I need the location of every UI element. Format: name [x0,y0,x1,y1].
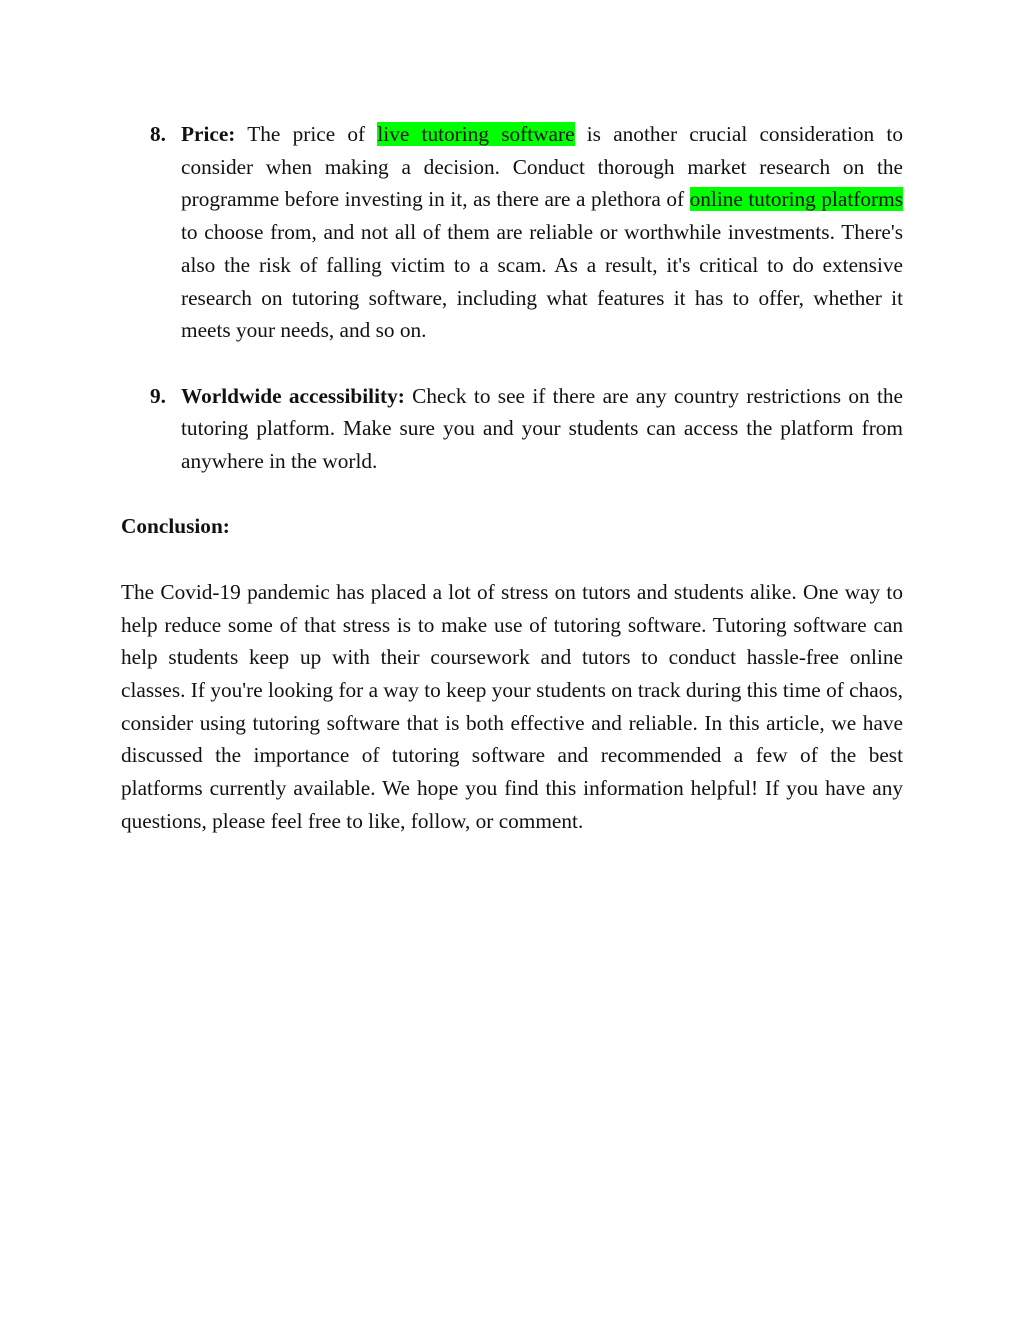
list-number: 9. [150,383,166,408]
conclusion-paragraph: The Covid-19 pandemic has placed a lot of stress on tutors and students alike. One way to help reduce some of that stress is to make use of tutoring software. Tutoring software can help students keep up with their coursework and tutors to conduct hassle-free online classes. If you're looking for a way to keep your students on track during this time of chaos, consider using tutoring software that is both effective and reliable. In this article, we have discussed the importance of tutoring software and recommended a few of the best platforms currently available. We hope you find this information helpful! If you have any questions, please feel free to like, follow, or comment. [121,579,903,833]
list-number: 8. [150,122,166,146]
list-item-worldwide-accessibility [121,380,903,478]
item-text: Check to see if there are any country restrictions on the tutoring platform. Make sure you and your students can access the platform from anywhere in the world. [181,383,903,474]
item-title: Price: [181,122,236,146]
highlighted-link-text[interactable]: live tutoring software [377,122,575,146]
item-text: is another crucial consideration to consider when making a decision. Conduct thorough market research on the programme before investing in it, as there are a plethora of [181,122,903,212]
list-item-body [181,118,903,347]
conclusion-heading: Conclusion: [121,514,230,539]
document-page [121,118,903,837]
item-text: to choose from, and not all of them are reliable or worthwhile investments. There's also the risk of falling victim to a scam. As a result, it's critical to do extensive research on tutoring software, including what features it has to offer, whether it meets your needs, and so on. [181,220,903,343]
list-item-body [181,380,903,478]
highlighted-link-text[interactable]: online tutoring platforms [689,187,903,212]
item-title: Worldwide accessibility: [181,383,405,408]
item-text: The price of [235,122,378,146]
list-item-price [121,118,903,347]
numbered-list [121,118,903,478]
